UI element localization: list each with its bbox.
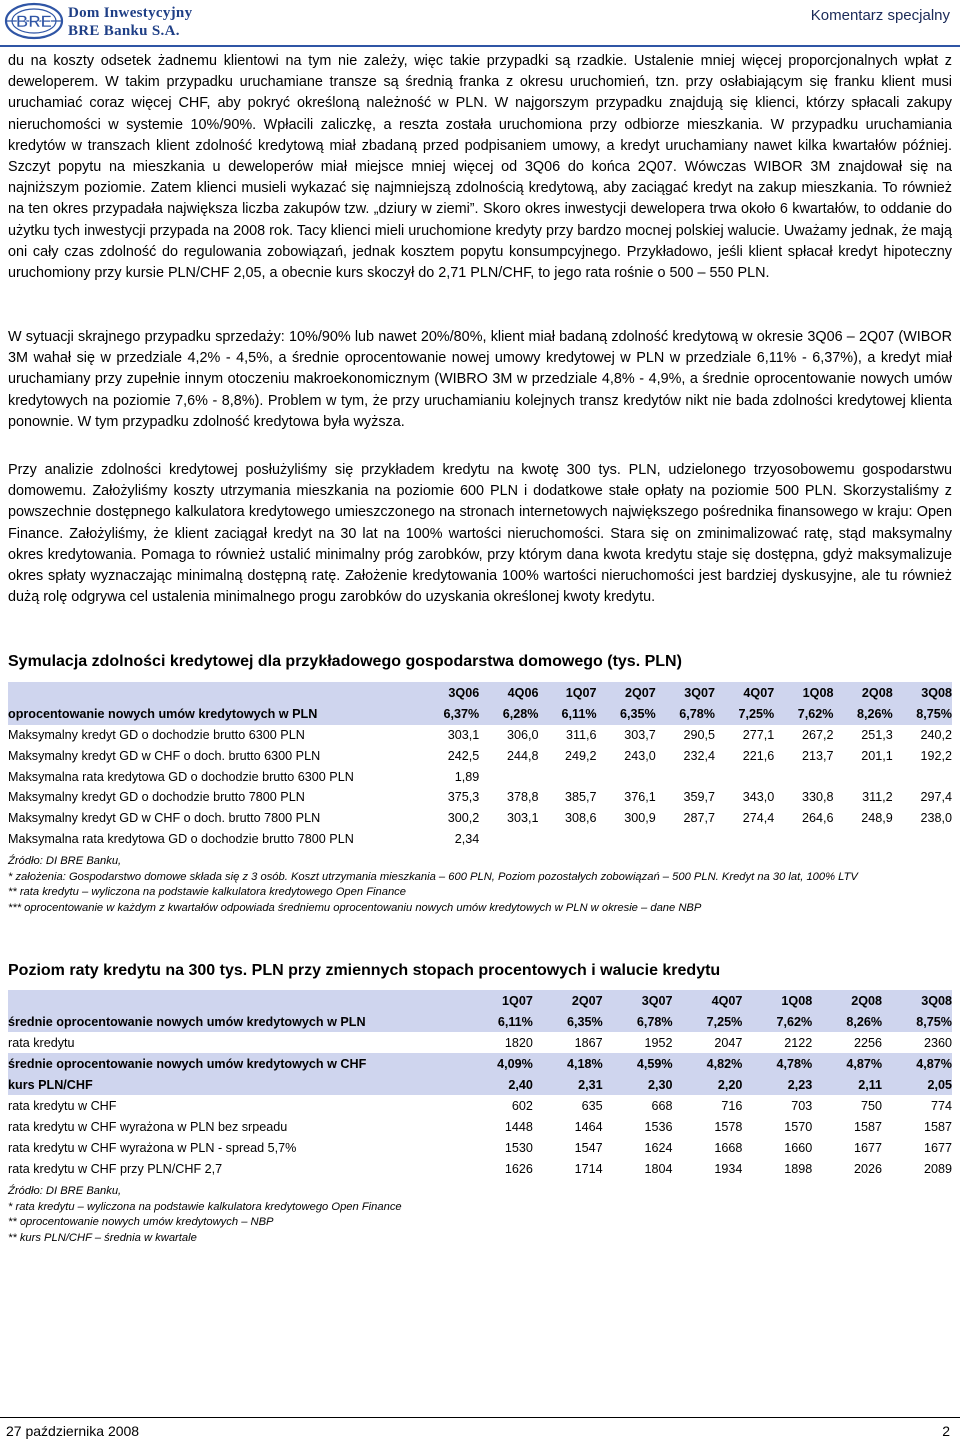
table1-cell: 311,2 [862,790,893,805]
table2-cell: 750 [861,1098,883,1113]
table1-cell: 6,11% [538,703,596,725]
table1-cell: 343,0 [742,790,775,805]
table2-cell: 2,05 [882,1074,952,1095]
table1-cell: 303,1 [506,811,539,826]
table1-cell: 1,89 [454,769,480,784]
table1-cell: 7,25% [715,703,774,725]
table2-note: * rata kredytu – wyliczona na podstawie kalkulatora kredytowego Open Finance [8,1200,402,1213]
page-number: 2 [942,1423,950,1439]
table2-cell: 774 [930,1098,952,1113]
table2-cell: 1578 [714,1119,743,1134]
table2-note: ** oprocentowanie nowych umów kredytowych – NBP [8,1216,274,1229]
table2-cell: 1934 [714,1161,743,1176]
table2-row-label: średnie oprocentowanie nowych umów kredytowych w CHF [8,1053,463,1074]
table1-period: 1Q07 [538,682,596,703]
table2-cell: 1660 [784,1140,813,1155]
table1-cell [833,828,892,849]
table1-period: 1Q08 [774,682,833,703]
table1-cell [656,766,715,787]
table1-row-label: Maksymalny kredyt GD w CHF o doch. brutto 6300 PLN [8,749,321,764]
table1-cell [479,828,538,849]
table2-cell: 2,31 [533,1074,603,1095]
footer-date: 27 października 2008 [6,1423,140,1439]
table2-cell: 2,11 [812,1074,882,1095]
table1-cell: 375,3 [447,790,480,805]
table1-cell: 248,9 [861,811,893,826]
paragraph-1: du na koszty odsetek żadnemu klientowi na tym nie zależy, więc takie przypadki są rzadkie. Ustalenie mniej więcej proporcjonalnych wpłat z deweloperem. W takim przypadku uruchamiane transze są średnią franka z okresu uruchomień, tzn. przy osłabiającym się franku klient musi uruchamiać coraz więcej CHF, aby pokryć określoną należność w PLN. W najgorszym przypadku znajdują się klienci, którzy spłacali zakupy nieruchomości w systemie 10%/90%. Wpłacili zaliczkę, a reszta została uruchomiona przy odbiorze mieszkania. W przypadku uruchamiania kredytów w transzach klient zdolność kredytową miał zbadaną przed podpisaniem umowy, a kredyt uruchamiany nawet kilka kwartałów później. Szczyt popytu na mieszkania u deweloperów miał miejsce mniej więcej od 3Q06 do końca 2Q07. Wówczas WIBOR 3M znajdował się na najniższym poziomie. Zatem klienci musieli wykazać się najmniejszą zdolnością kredytową, aby zaciągać kredyt na zakup mieszkania. To również na ten okres przypadała największa liczba zakupów tzw. „dziury w ziemi”. Skoro okres inwestycji dewelopera trwa około 6 kwartałów, to oddanie do użytku tych inwestycji przypada na 2008 rok. Tacy klienci mieli uruchomione kredyty przy bardzo mocnej polskiej walucie. Uważamy jednak, że mają oni cały czas zdolność do regulowania zobowiązań, jednak kosztem popytu konsumpcyjnego. Przykładowo, jeśli klient spłacał kredyt hipoteczny uruchomiony przy kursie PLN/CHF 2,05, a obecnie kurs skoczył do 2,71 PLN/CHF, to jego rata rośnie o 500 – 550 PLN. [8,53,952,282]
table1-row [8,808,952,829]
table2-cell: 1867 [574,1035,603,1050]
table2-row [8,1074,952,1095]
table1-cell: 297,4 [920,790,952,805]
table2-row-label: rata kredytu [8,1035,75,1050]
table1-cell: 385,7 [565,790,597,805]
table1-title: Symulacja zdolności kredytowej dla przykładowego gospodarstwa domowego (tys. PLN) [8,653,682,670]
table2-cell: 7,62% [742,1011,812,1032]
table2-body [8,1011,952,1179]
table2-cell: 7,25% [673,1011,743,1032]
table1-cell: 6,37% [420,703,479,725]
table2-cell: 1677 [923,1140,952,1155]
table1-cell: 308,6 [565,811,597,826]
brand-name-line2: BRE Banku S.A. [68,23,180,39]
section-title: Komentarz specjalny [810,7,950,24]
table1-cell: 6,28% [479,703,538,725]
table1-cell: 300,2 [447,811,480,826]
table2-period: 4Q07 [673,990,743,1011]
table2-cell: 668 [651,1098,673,1113]
table2-cell: 2,40 [463,1074,533,1095]
table1-cell: 6,78% [656,703,715,725]
table2-row-label: rata kredytu w CHF [8,1098,117,1113]
table1-notes [8,854,952,916]
table1-rate-row [8,703,952,725]
table1-row-label: oprocentowanie nowych umów kredytowych w PLN [8,703,420,725]
table1-cell [715,766,774,787]
table1-cell: 264,6 [801,811,834,826]
table2-row-label: kurs PLN/CHF [8,1074,463,1095]
table1-period-row [8,682,952,703]
table2-row [8,1011,952,1032]
table1-row-label: Maksymalny kredyt GD o dochodzie brutto 6300 PLN [8,728,305,743]
table2-cell: 1536 [644,1119,673,1134]
table2-row [8,1095,952,1116]
table1-cell: 242,5 [447,749,480,764]
table1-cell [597,766,656,787]
table1-period: 3Q06 [420,682,479,703]
table1-row [8,746,952,767]
table2-cell: 1626 [504,1161,533,1176]
table2-row-label: średnie oprocentowanie nowych umów kredytowych w PLN [8,1011,463,1032]
table1-cell [715,828,774,849]
table1-cell: 192,2 [920,749,952,764]
logo-text: BRE [16,12,52,31]
table2-cell: 2047 [714,1035,743,1050]
table2-cell: 1820 [504,1035,533,1050]
table2-note: Źródło: DI BRE Banku, [8,1185,122,1197]
table1-cell: 8,26% [833,703,892,725]
table2-cell: 1952 [644,1035,673,1050]
table1-row [8,828,952,849]
table2-cell: 6,11% [463,1011,533,1032]
table2-cell: 1530 [504,1140,533,1155]
table1-cell: 378,8 [506,790,539,805]
table2-period-row [8,990,952,1011]
table2-cell: 2,30 [603,1074,673,1095]
table2-cell: 1668 [714,1140,743,1155]
table2-row [8,1053,952,1074]
table2-cell: 1587 [923,1119,952,1134]
table2-row [8,1032,952,1053]
table2-cell: 6,78% [603,1011,673,1032]
table2-cell: 1464 [574,1119,603,1134]
table2-cell: 1448 [504,1119,533,1134]
table2-cell: 2026 [854,1161,883,1176]
table2-cell: 6,35% [533,1011,603,1032]
table2-cell: 2122 [784,1035,813,1050]
table2-period: 3Q08 [882,990,952,1011]
table1-row [8,725,952,746]
table1-cell: 2,34 [454,831,480,846]
table2-cell: 1570 [784,1119,813,1134]
table1-cell: 359,7 [683,790,715,805]
table1-cell [597,828,656,849]
table1-cell: 243,0 [624,749,656,764]
footer-rule [0,1417,960,1418]
table2-cell: 4,59% [603,1053,673,1074]
table2-cell: 2,20 [673,1074,743,1095]
table2-row [8,1158,952,1179]
table2-cell: 2360 [923,1035,952,1050]
table2-cell: 1714 [574,1161,603,1176]
table1-note: * założenia: Gospodarstwo domowe składa się z 3 osób. Koszt utrzymania mieszkania – 600 PLN, Poziom pozostałych zobowiązań – 500 PLN. Kredyt na 30 lat, 100% LTV [8,870,858,883]
table1-cell: 251,3 [861,728,893,743]
table2-title: Poziom raty kredytu na 300 tys. PLN przy zmiennych stopach procentowych i walucie kredytu [8,962,721,979]
table1-cell: 232,4 [683,749,715,764]
table1-cell: 303,7 [624,728,656,743]
paragraph-3: Przy analizie zdolności kredytowej posłużyliśmy się przykładem kredytu na kwotę 300 tys. PLN, udzielonego trzyosobowemu gospodarstwu domowemu. Założyliśmy koszty utrzymania mieszkania na poziomie 600 PLN i dodatkowe stałe opłaty na poziomie 500 PLN. Skorzystaliśmy z powszechnie dostępnego kalkulatora kredytowego umieszczonego na stronach internetowych największego pośrednika finansowego w kraju: Open Finance. Założyliśmy, że klient zaciągał kredyt na 30 lat na 100% wartości nieruchomości. Stara się on zminimalizować ratę, stąd maksymalny okres kredytowania. Pomaga to również ustalić minimalny próg zarobków, przy którym dana kwota kredytu staje się dostępna, gdyż maksymalizuje okres spłaty wyznaczając minimalną dostępną ratę. Założenie kredytowania 100% wartości nieruchomości jest bardziej dyskusyjne, ale tu również dużą rolę odgrywa cel ustalenia minimalnego progu zarobków do uzyskania określonej kwoty kredytu. [8,462,952,606]
table2-note: ** kurs PLN/CHF – średnia w kwartale [8,1231,197,1244]
table1-cell [833,766,892,787]
table1-body [8,725,952,849]
table1-cell: 6,35% [597,703,656,725]
table2-cell: 4,78% [742,1053,812,1074]
table2-period: 3Q07 [603,990,673,1011]
table2-row-label: rata kredytu w CHF wyrażona w PLN bez srpeadu [8,1119,288,1134]
table2-cell: 4,87% [882,1053,952,1074]
table1-cell [656,828,715,849]
table1-period: 2Q07 [597,682,656,703]
table1-cell: 249,2 [565,749,597,764]
table2-period: 1Q07 [463,990,533,1011]
table2-cell: 635 [581,1098,603,1113]
table1-cell [774,828,833,849]
page-header [0,0,960,46]
table1-cell: 8,75% [893,703,952,725]
table1-cell: 330,8 [801,790,834,805]
table1-cell: 287,7 [683,811,715,826]
table1-cell [538,828,596,849]
table2-cell: 4,18% [533,1053,603,1074]
table1-row [8,766,952,787]
table1-cell: 244,8 [506,749,539,764]
table2-cell: 2256 [854,1035,883,1050]
table2-period: 2Q07 [533,990,603,1011]
table1-period: 4Q06 [479,682,538,703]
table1-cell [893,766,952,787]
table2-cell: 2,23 [742,1074,812,1095]
table2-cell: 2089 [923,1161,952,1176]
table2-cell: 1898 [784,1161,813,1176]
table2-cell: 1587 [854,1119,883,1134]
table2 [8,990,952,1179]
table2-period: 2Q08 [812,990,882,1011]
table1-period: 3Q08 [893,682,952,703]
table1-cell: 300,9 [624,811,656,826]
table2-period: 1Q08 [742,990,812,1011]
table1-cell [774,766,833,787]
table2-cell: 716 [721,1098,743,1113]
brand-name-line1: Dom Inwestycyjny [68,5,193,21]
table1 [8,682,952,849]
table1-cell: 221,6 [742,749,775,764]
table1-period: 2Q08 [833,682,892,703]
table1-cell: 277,1 [742,728,775,743]
table1-cell [479,766,538,787]
table2-cell: 8,26% [812,1011,882,1032]
table2-row [8,1116,952,1137]
table1-cell: 7,62% [774,703,833,725]
table2-cell: 1547 [574,1140,603,1155]
table2-row-label: rata kredytu w CHF wyrażona w PLN - spread 5,7% [8,1140,297,1155]
table1-cell: 238,0 [920,811,952,826]
table1-row [8,787,952,808]
table1-row-label: Maksymalna rata kredytowa GD o dochodzie brutto 7800 PLN [8,831,354,846]
table2-cell: 8,75% [882,1011,952,1032]
table1-cell: 267,2 [801,728,834,743]
table2-row-label: rata kredytu w CHF przy PLN/CHF 2,7 [8,1161,223,1176]
table1-cell: 290,5 [683,728,715,743]
table1-note: *** oprocentowanie w każdym z kwartałów odpowiada średniemu oprocentowaniu nowych umów kredytowych w PLN w okresie – dane NBP [8,901,702,914]
table2-row [8,1137,952,1158]
table1-cell: 303,1 [447,728,480,743]
table2-notes [8,1184,952,1246]
table1-cell: 240,2 [920,728,952,743]
table2-cell: 4,87% [812,1053,882,1074]
table1-row-label: Maksymalny kredyt GD w CHF o doch. brutto 7800 PLN [8,811,321,826]
table1-cell: 306,0 [506,728,539,743]
table2-cell: 602 [511,1098,533,1113]
table1-cell [893,828,952,849]
table1-cell: 201,1 [861,749,893,764]
paragraph-2: W sytuacji skrajnego przypadku sprzedaży: 10%/90% lub nawet 20%/80%, klient miał badaną zdolność kredytową w okresie 3Q06 – 2Q07 (WIBOR 3M wahał się w przedziale 4,2% - 4,5%, a średnie oprocentowanie nowej umowy kredytowej w PLN w przedziale 6,11% - 6,37%), a kredyt miał uruchamiany przy zupełnie innym otoczeniu makroekonomicznym (WIBRO 3M w przedziale 4,8% - 4,9%, a średnie oprocentowanie nowych umów kredytowych na poziomie 7,6% - 8,8%). Problem w tym, że przy uruchamianiu kolejnych transz kredytów nikt nie bada zdolności kredytowej klienta ponownie. W tym przypadku zdolność kredytowa była wyższa. [8,329,952,430]
table2-cell: 1804 [644,1161,673,1176]
table1-row-label: Maksymalna rata kredytowa GD o dochodzie brutto 6300 PLN [8,769,354,784]
table1-note: ** rata kredytu – wyliczona na podstawie kalkulatora kredytowego Open Finance [8,886,406,899]
table1-cell: 311,6 [565,728,597,743]
table1-cell: 376,1 [624,790,656,805]
table1-row-label: Maksymalny kredyt GD o dochodzie brutto 7800 PLN [8,790,305,805]
header-rule [0,45,960,47]
table1-period: 4Q07 [715,682,774,703]
table2-cell: 703 [791,1098,813,1113]
table1-cell: 274,4 [742,811,775,826]
table2-cell: 1677 [854,1140,883,1155]
table2-cell: 4,09% [463,1053,533,1074]
table2-cell: 1624 [644,1140,673,1155]
table1-cell [538,766,596,787]
table1-period: 3Q07 [656,682,715,703]
table1-note: Źródło: DI BRE Banku, [8,855,122,867]
table2-cell: 4,82% [673,1053,743,1074]
table1-cell: 213,7 [801,749,834,764]
bre-logo-icon [4,2,64,40]
